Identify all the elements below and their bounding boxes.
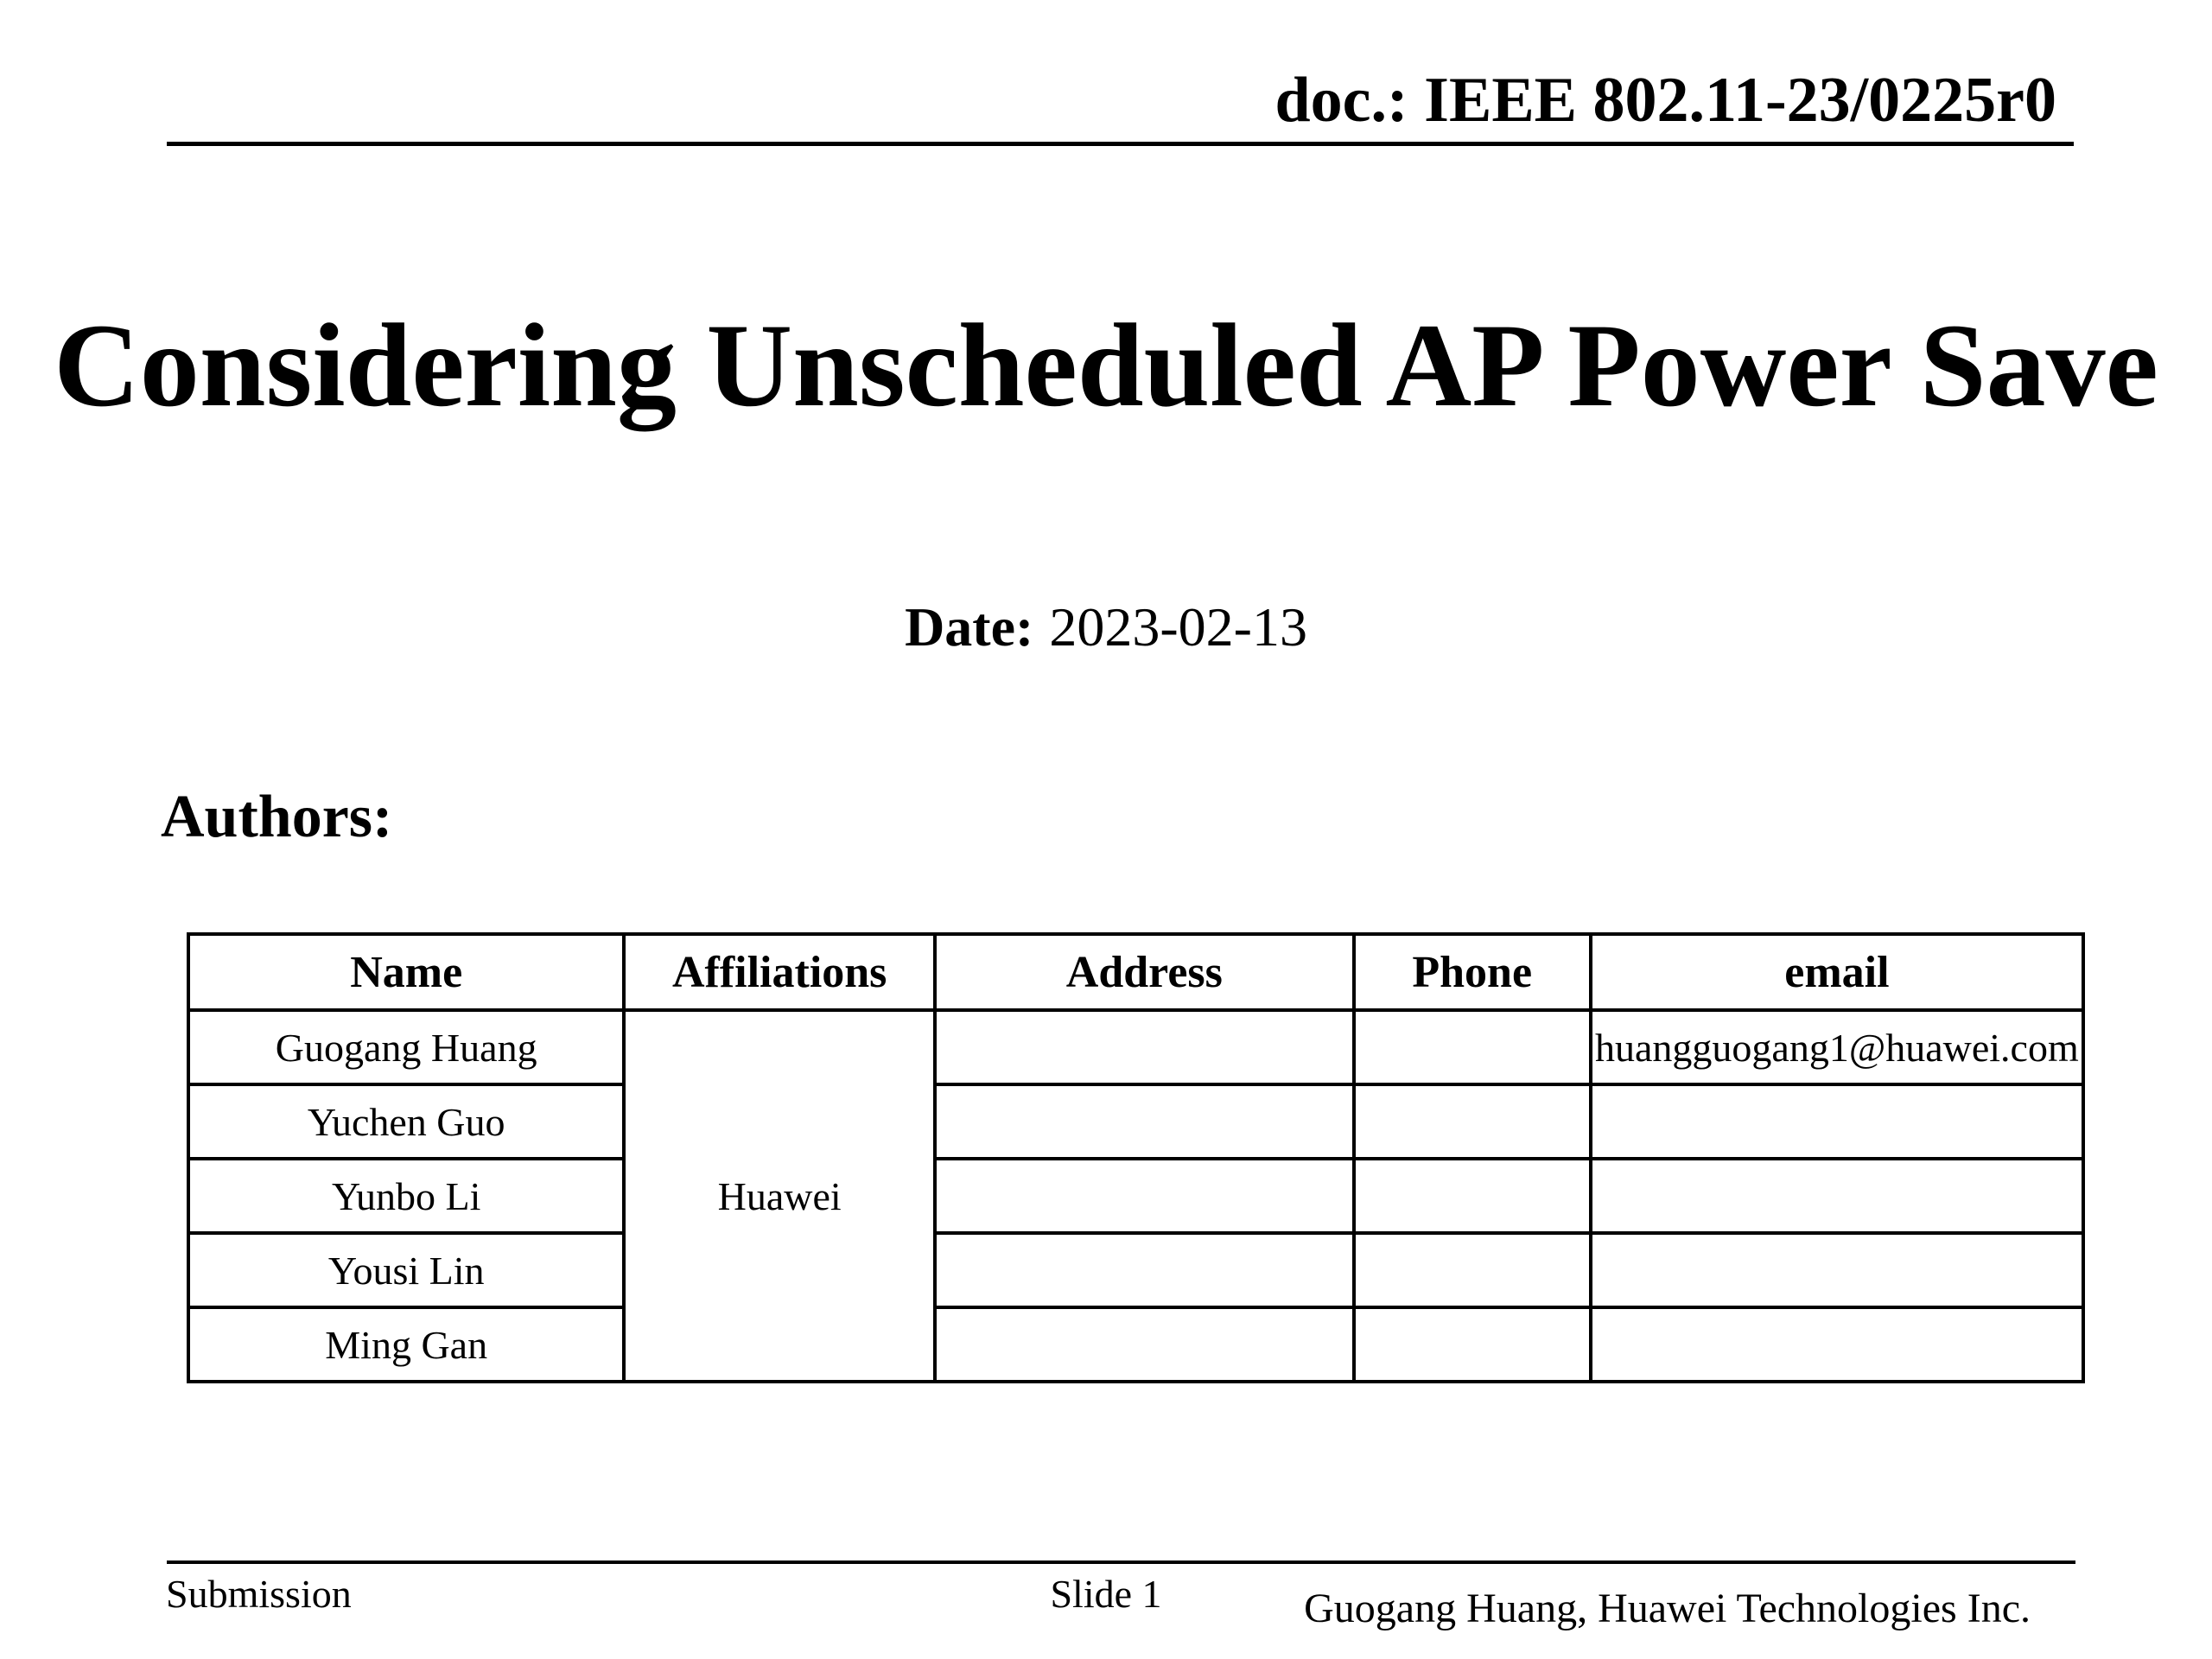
- phone-cell: [1354, 1307, 1591, 1382]
- address-cell: [935, 1159, 1354, 1233]
- footer-slide-number: Slide 1: [1050, 1572, 1162, 1616]
- footer-rule: [167, 1560, 2075, 1564]
- column-header-address: Address: [935, 934, 1354, 1010]
- date-label: Date:: [905, 596, 1034, 658]
- table-row: [188, 1307, 2083, 1382]
- table-row: [188, 1010, 2083, 1084]
- date-line: [0, 594, 2212, 661]
- column-header-name: Name: [188, 934, 624, 1010]
- address-cell: [935, 1084, 1354, 1159]
- column-header-phone: Phone: [1354, 934, 1591, 1010]
- footer-author-credit: Guogang Huang, Huawei Technologies Inc.: [1304, 1586, 2031, 1631]
- table-row: [188, 1084, 2083, 1159]
- author-name-cell: Yunbo Li: [188, 1159, 624, 1233]
- footer-submission-label: Submission: [166, 1572, 352, 1616]
- author-name-cell: Yuchen Guo: [188, 1084, 624, 1159]
- author-name-cell: Guogang Huang: [188, 1010, 624, 1084]
- address-cell: [935, 1307, 1354, 1382]
- header-rule: [167, 142, 2074, 146]
- phone-cell: [1354, 1159, 1591, 1233]
- email-cell: huangguogang1@huawei.com: [1591, 1010, 2083, 1084]
- table-row: [188, 1233, 2083, 1307]
- column-header-affiliations: Affiliations: [624, 934, 935, 1010]
- email-cell: [1591, 1159, 2083, 1233]
- address-cell: [935, 1010, 1354, 1084]
- authors-label: Authors:: [161, 784, 393, 850]
- date-value: 2023-02-13: [1049, 596, 1307, 658]
- address-cell: [935, 1233, 1354, 1307]
- affiliation-cell: Huawei: [624, 1010, 935, 1382]
- email-cell: [1591, 1233, 2083, 1307]
- page-title: Considering Unscheduled AP Power Save: [54, 299, 2158, 431]
- doc-number-header: doc.: IEEE 802.11-23/0225r0: [1274, 65, 2056, 136]
- column-header-email: email: [1591, 934, 2083, 1010]
- authors-table: [187, 932, 2085, 1383]
- phone-cell: [1354, 1084, 1591, 1159]
- email-cell: [1591, 1084, 2083, 1159]
- email-cell: [1591, 1307, 2083, 1382]
- author-name-cell: Ming Gan: [188, 1307, 624, 1382]
- phone-cell: [1354, 1010, 1591, 1084]
- phone-cell: [1354, 1233, 1591, 1307]
- author-name-cell: Yousi Lin: [188, 1233, 624, 1307]
- table-row: [188, 1159, 2083, 1233]
- table-header-row: [188, 934, 2083, 1010]
